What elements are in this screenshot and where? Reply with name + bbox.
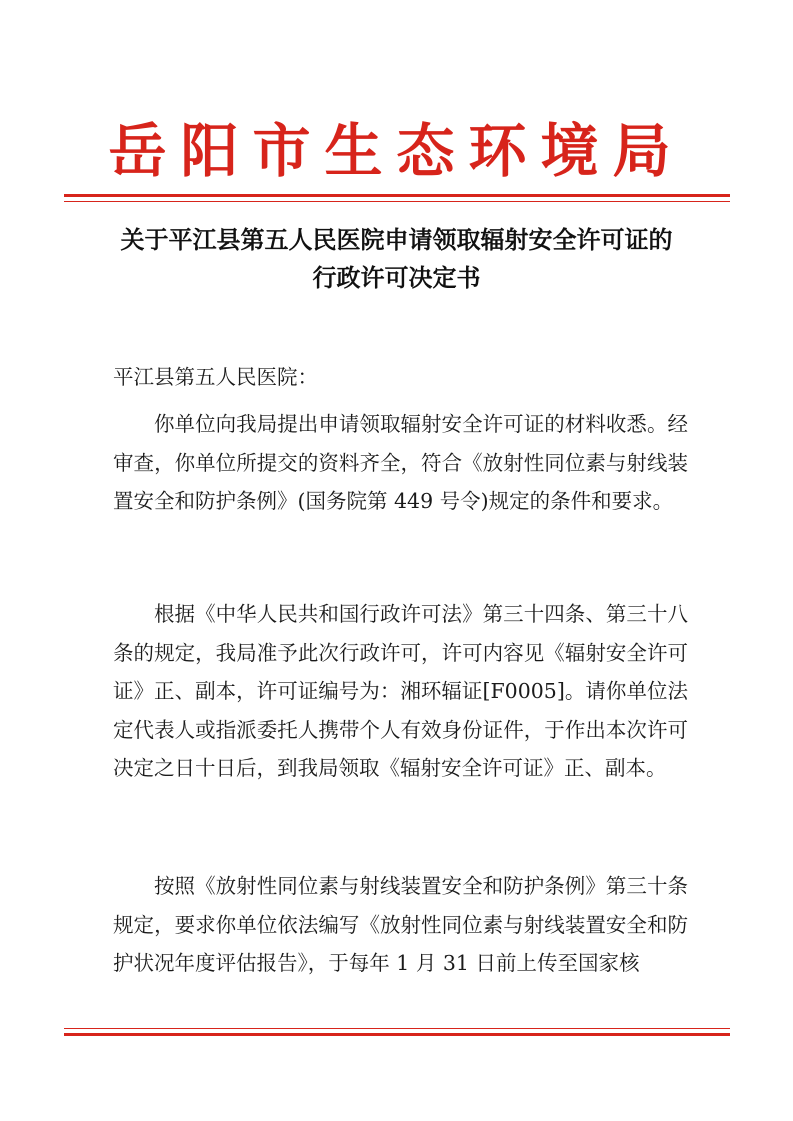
body-paragraph-1	[113, 405, 688, 521]
paragraph-text: 根据《中华人民共和国行政许可法》第三十四条、第三十八条的规定，我局准予此次行政许可，许可内容见《辐射安全许可证》正、副本，许可证编号为：湘环辐证[F0005]。请你单位法定代表人或指派委托人携带个人有效身份证件，于作出本次许可决定之日十日后，到我局领取《辐射安全许可证》正、副本。	[113, 602, 688, 780]
footer-rule-thick	[64, 1033, 730, 1036]
document-title-line-2: 行政许可决定书	[312, 264, 481, 292]
body-paragraph-2	[113, 595, 688, 788]
body-paragraph-3	[113, 867, 688, 983]
letterhead-rule-thin	[64, 201, 730, 202]
document-title-line-1: 关于平江县第五人民医院申请领取辐射安全许可证的	[120, 226, 673, 254]
paragraph-text: 你单位向我局提出申请领取辐射安全许可证的材料收悉。经审查，你单位所提交的资料齐全，符合《放射性同位素与射线装置安全和防护条例》(国务院第 449 号令)规定的条件和要求。	[113, 412, 688, 513]
letterhead-rule-thick	[64, 194, 730, 197]
paragraph-text: 按照《放射性同位素与射线装置安全和防护条例》第三十条规定，要求你单位依法编写《放射性同位素与射线装置安全和防护状况年度评估报告》，于每年 1 月 31 日前上传至国家核	[113, 874, 688, 975]
footer-rule-thin	[64, 1028, 730, 1029]
salutation: 平江县第五人民医院：	[113, 365, 318, 389]
letterhead-org-name: 岳阳市生态环境局	[108, 117, 685, 185]
